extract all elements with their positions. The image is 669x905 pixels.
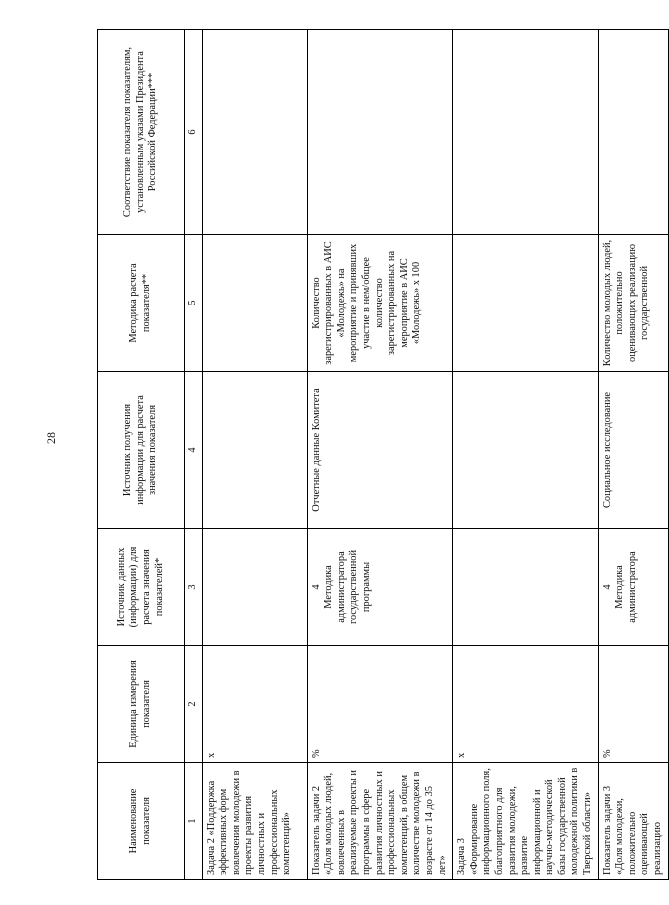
row-name: Показатель задачи 3 «Доля молодежи, положительно оценивающей реализацию	[598, 763, 668, 880]
indicator-table-wrapper	[97, 30, 664, 880]
row-source-data	[202, 529, 307, 646]
row-name: Задача 3 «Формирование информационного поля, благоприятного для развития молодежи, развитие информационной и научно-методической базы государственной молодежной политики в Тверской области»	[453, 763, 599, 880]
column-number: 3	[185, 529, 203, 646]
header-indicator-name: Наименование показателя	[98, 763, 185, 880]
table-row	[598, 30, 668, 880]
row-method: Количество зарегистрированных в АИС «Молодежь» на мероприятие и принявших участие в нем/общее количество зарегистрированных на мероприятие в АИС «Молодежь» х 100	[307, 235, 453, 372]
row-compliance	[307, 30, 453, 235]
row-source-info	[453, 372, 599, 529]
table-header-row	[98, 30, 185, 880]
row-source-data: 4 Методика администратора государственной программы	[307, 529, 453, 646]
indicator-table	[97, 29, 669, 880]
row-source-info: Социальное исследование	[598, 372, 668, 529]
row-method	[202, 235, 307, 372]
row-compliance	[453, 30, 599, 235]
row-compliance	[598, 30, 668, 235]
table-row	[453, 30, 599, 880]
row-method	[453, 235, 599, 372]
row-source-info: Отчетные данные Комитета	[307, 372, 453, 529]
header-compliance: Соответствие показателя показателям, установленным указами Президента Российской Федерации***	[98, 30, 185, 235]
row-name: Показатель задачи 2 «Доля молодых людей, вовлеченных в реализуемые проекты и программы в сфере развития личностных и профессиональных компетенций, в общем количестве молодежи в возрасте от 14 до 35 лет»	[307, 763, 453, 880]
row-compliance	[202, 30, 307, 235]
row-unit: %	[307, 646, 453, 763]
row-unit: %	[598, 646, 668, 763]
row-unit: x	[202, 646, 307, 763]
row-source-data: 4 Методика администратора	[598, 529, 668, 646]
row-name: Задача 2 «Поддержка эффективных форм вовлечения молодежи в проекты развития личностных и профессиональных компетенций»	[202, 763, 307, 880]
header-source-data: Источник данных (информации) для расчета значения показателей*	[98, 529, 185, 646]
column-number-row	[185, 30, 203, 880]
page-number: 28	[44, 432, 58, 444]
column-number: 4	[185, 372, 203, 529]
header-unit: Единица измерения показателя	[98, 646, 185, 763]
header-method: Методика расчета показателя**	[98, 235, 185, 372]
table-row	[202, 30, 307, 880]
table-row	[307, 30, 453, 880]
row-unit: x	[453, 646, 599, 763]
column-number: 5	[185, 235, 203, 372]
column-number: 6	[185, 30, 203, 235]
column-number: 1	[185, 763, 203, 880]
row-method: Количество молодых людей, положительно оценивающих реализацию государственной	[598, 235, 668, 372]
row-source-info	[202, 372, 307, 529]
row-source-data	[453, 529, 599, 646]
column-number: 2	[185, 646, 203, 763]
header-source-info: Источник получения информации для расчета значения показателя	[98, 372, 185, 529]
